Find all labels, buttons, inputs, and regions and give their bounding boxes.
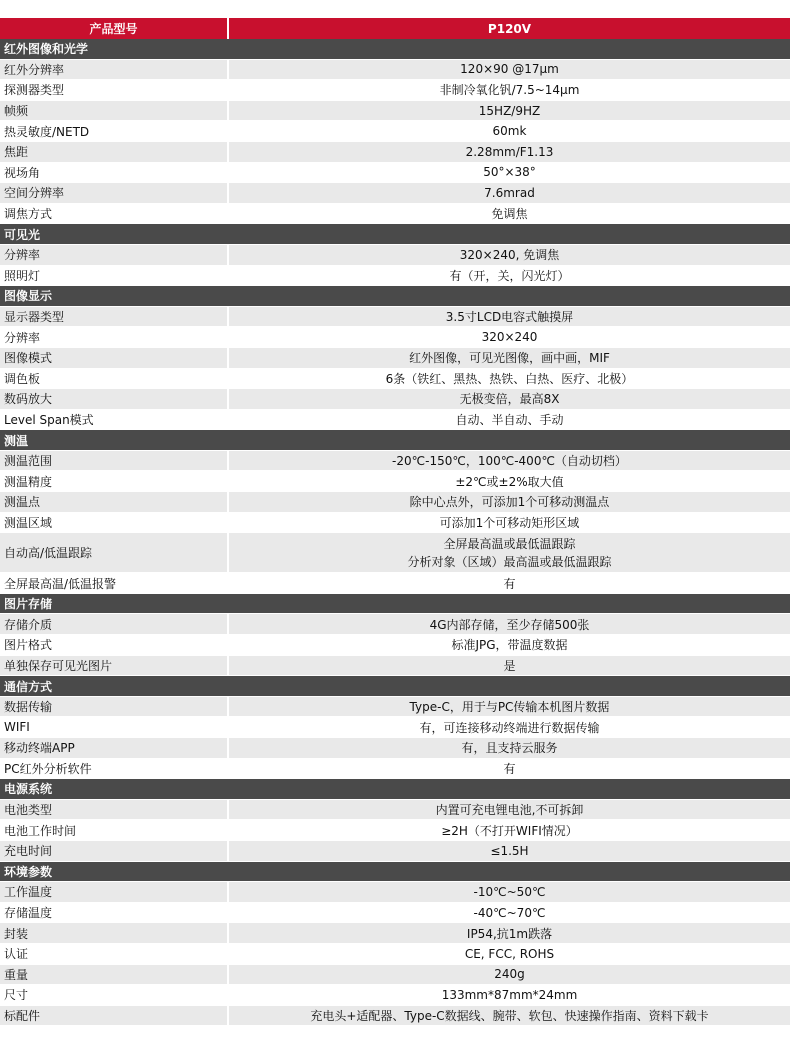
spec-label: 测温区域 <box>0 513 229 533</box>
spec-value-line: 标准JPG，带温度数据 <box>451 638 568 653</box>
spec-value <box>229 101 790 121</box>
spec-value <box>229 327 790 347</box>
spec-label: 测温范围 <box>0 451 229 471</box>
spec-value <box>229 266 790 286</box>
table-row <box>0 903 790 924</box>
spec-value <box>229 142 790 162</box>
table-row <box>0 923 790 944</box>
table-row <box>0 142 790 163</box>
table-row <box>0 800 790 821</box>
spec-label: 图像模式 <box>0 348 229 368</box>
spec-value <box>229 471 790 491</box>
spec-value <box>229 60 790 80</box>
table-body <box>0 39 790 1026</box>
spec-label: 分辨率 <box>0 245 229 265</box>
table-row <box>0 635 790 656</box>
spec-label: 移动终端APP <box>0 738 229 758</box>
table-row <box>0 738 790 759</box>
table-row <box>0 820 790 841</box>
spec-value-line: 有，可连接移动终端进行数据传输 <box>419 720 600 735</box>
spec-label: 测温精度 <box>0 471 229 491</box>
spec-value-line: -10℃~50℃ <box>473 884 546 899</box>
spec-value <box>229 841 790 861</box>
spec-label: 焦距 <box>0 142 229 162</box>
spec-label: 标配件 <box>0 1006 229 1026</box>
spec-label: 存储温度 <box>0 903 229 923</box>
spec-value-line: Type-C，用于与PC传输本机图片数据 <box>409 700 610 715</box>
spec-value <box>229 183 790 203</box>
spec-value-line: 有 <box>503 761 516 776</box>
spec-value <box>229 656 790 676</box>
table-row <box>0 841 790 862</box>
spec-value <box>229 882 790 902</box>
table-row <box>0 307 790 328</box>
table-row <box>0 348 790 369</box>
table-row <box>0 327 790 348</box>
spec-value <box>229 820 790 840</box>
table-row <box>0 944 790 965</box>
spec-value-line: 2.28mm/F1.13 <box>465 144 554 159</box>
spec-value <box>229 759 790 779</box>
spec-value-line: 50°×38° <box>483 165 536 180</box>
spec-value <box>229 985 790 1005</box>
spec-value-line: 内置可充电锂电池,不可拆卸 <box>435 803 584 818</box>
table-row <box>0 1006 790 1027</box>
table-row <box>0 121 790 142</box>
spec-value-line: 320×240 <box>481 330 538 345</box>
spec-value <box>229 717 790 737</box>
table-row <box>0 656 790 677</box>
spec-label: 数据传输 <box>0 697 229 717</box>
spec-label: 存储介质 <box>0 614 229 634</box>
spec-value-line: 非制冷氧化钒/7.5~14μm <box>439 83 580 98</box>
table-row <box>0 60 790 81</box>
spec-label: 封装 <box>0 923 229 943</box>
section-header: 通信方式 <box>0 676 790 697</box>
table-row <box>0 204 790 225</box>
spec-value-line: 60mk <box>492 124 527 139</box>
spec-value-line: 分析对象（区域）最高温或最低温跟踪 <box>407 554 612 569</box>
table-row <box>0 80 790 101</box>
spec-value-line: 自动、半自动、手动 <box>455 412 564 427</box>
spec-label: 数码放大 <box>0 389 229 409</box>
spec-label: 电池类型 <box>0 800 229 820</box>
spec-value <box>229 245 790 265</box>
spec-value-line: 6条（铁红、黑热、热铁、白热、医疗、北极） <box>385 371 634 386</box>
table-row <box>0 965 790 986</box>
spec-value-line: ≥2H（不打开WIFI情况） <box>441 823 578 838</box>
spec-value-line: 133mm*87mm*24mm <box>441 987 578 1002</box>
spec-label: Level Span模式 <box>0 410 229 430</box>
spec-value <box>229 614 790 634</box>
spec-label: 图片格式 <box>0 635 229 655</box>
spec-value-line: 7.6mrad <box>484 185 535 200</box>
section-header: 红外图像和光学 <box>0 39 790 60</box>
table-row <box>0 389 790 410</box>
table-row <box>0 985 790 1006</box>
spec-table <box>0 18 790 1026</box>
spec-label: 尺寸 <box>0 985 229 1005</box>
spec-value <box>229 451 790 471</box>
spec-value-line: 320×240, 免调焦 <box>459 248 560 263</box>
table-row <box>0 697 790 718</box>
table-row <box>0 266 790 287</box>
section-header: 图像显示 <box>0 286 790 307</box>
table-row <box>0 101 790 122</box>
spec-value <box>229 307 790 327</box>
table-row <box>0 759 790 780</box>
spec-value-line: 240g <box>494 967 525 982</box>
table-row <box>0 369 790 390</box>
header-model-value: P120V <box>487 21 532 36</box>
section-header: 可见光 <box>0 224 790 245</box>
spec-value-line: 4G内部存储，至少存储500张 <box>429 617 590 632</box>
spec-label: 调焦方式 <box>0 204 229 224</box>
spec-label: WIFI <box>0 717 229 737</box>
spec-label: 空间分辨率 <box>0 183 229 203</box>
spec-value <box>229 635 790 655</box>
spec-value <box>229 121 790 141</box>
table-row <box>0 410 790 431</box>
spec-value <box>229 513 790 533</box>
spec-label: 充电时间 <box>0 841 229 861</box>
spec-value-line: 可添加1个可移动矩形区域 <box>439 515 580 530</box>
spec-value-line: 无极变倍，最高8X <box>459 392 560 407</box>
table-row <box>0 163 790 184</box>
spec-value-line: IP54,抗1m跌落 <box>466 926 553 941</box>
spec-label: 自动高/低温跟踪 <box>0 533 229 572</box>
spec-label: 帧频 <box>0 101 229 121</box>
spec-value <box>229 903 790 923</box>
spec-label: 电池工作时间 <box>0 820 229 840</box>
spec-label: 工作温度 <box>0 882 229 902</box>
spec-value <box>229 410 790 430</box>
spec-value-line: -20℃-150℃，100℃-400℃（自动切档） <box>392 454 627 469</box>
spec-label: 探测器类型 <box>0 80 229 100</box>
spec-value-line: 除中心点外，可添加1个可移动测温点 <box>409 495 610 510</box>
spec-label: 单独保存可见光图片 <box>0 656 229 676</box>
spec-label: PC红外分析软件 <box>0 759 229 779</box>
spec-value <box>229 923 790 943</box>
spec-value <box>229 163 790 183</box>
table-row <box>0 183 790 204</box>
spec-value <box>229 573 790 593</box>
table-row <box>0 717 790 738</box>
section-header: 电源系统 <box>0 779 790 800</box>
spec-value <box>229 697 790 717</box>
spec-value-line: 120×90 @17μm <box>460 62 559 77</box>
table-header <box>0 18 790 39</box>
table-row <box>0 513 790 534</box>
spec-value <box>229 348 790 368</box>
spec-value-line: 有（开，关，闪光灯） <box>449 268 570 283</box>
spec-value-line: 有，且支持云服务 <box>461 741 558 756</box>
spec-label: 调色板 <box>0 369 229 389</box>
section-header: 测温 <box>0 430 790 451</box>
spec-label: 照明灯 <box>0 266 229 286</box>
spec-label: 红外分辨率 <box>0 60 229 80</box>
section-header: 环境参数 <box>0 862 790 883</box>
spec-value-line: 全屏最高温或最低温跟踪 <box>443 536 576 551</box>
spec-value-line: CE, FCC, ROHS <box>464 946 555 961</box>
spec-label: 显示器类型 <box>0 307 229 327</box>
spec-value-line: 3.5寸LCD电容式触摸屏 <box>445 310 574 325</box>
spec-value-line: 充电头+适配器、Type-C数据线、腕带、软包、快速操作指南、资料下载卡 <box>310 1009 709 1024</box>
spec-value-line: ±2℃或±2%取大值 <box>455 474 564 489</box>
spec-value <box>229 533 790 572</box>
spec-value-line: 是 <box>503 658 516 673</box>
spec-value <box>229 944 790 964</box>
spec-value <box>229 389 790 409</box>
header-model-label: 产品型号 <box>0 18 229 39</box>
spec-label: 视场角 <box>0 163 229 183</box>
spec-value-line: 免调焦 <box>491 207 528 222</box>
table-row <box>0 492 790 513</box>
spec-label: 测温点 <box>0 492 229 512</box>
table-row <box>0 451 790 472</box>
spec-label: 认证 <box>0 944 229 964</box>
spec-value <box>229 204 790 224</box>
spec-value-line: 有 <box>503 576 516 591</box>
spec-value <box>229 800 790 820</box>
table-row <box>0 471 790 492</box>
spec-value-line: 15HZ/9HZ <box>478 103 541 118</box>
table-row <box>0 882 790 903</box>
spec-value <box>229 492 790 512</box>
spec-label: 重量 <box>0 965 229 985</box>
spec-value <box>229 965 790 985</box>
spec-value <box>229 738 790 758</box>
spec-value-line: ≤1.5H <box>490 843 529 858</box>
table-row <box>0 614 790 635</box>
section-header: 图片存储 <box>0 594 790 615</box>
table-row <box>0 533 790 573</box>
spec-value <box>229 369 790 389</box>
spec-value-line: -40℃~70℃ <box>473 905 546 920</box>
spec-label: 分辨率 <box>0 327 229 347</box>
spec-value <box>229 80 790 100</box>
spec-value-line: 红外图像，可见光图像，画中画，MIF <box>409 351 610 366</box>
table-row <box>0 245 790 266</box>
spec-label: 热灵敏度/NETD <box>0 121 229 141</box>
spec-label: 全屏最高温/低温报警 <box>0 573 229 593</box>
table-row <box>0 573 790 594</box>
spec-value <box>229 1006 790 1026</box>
